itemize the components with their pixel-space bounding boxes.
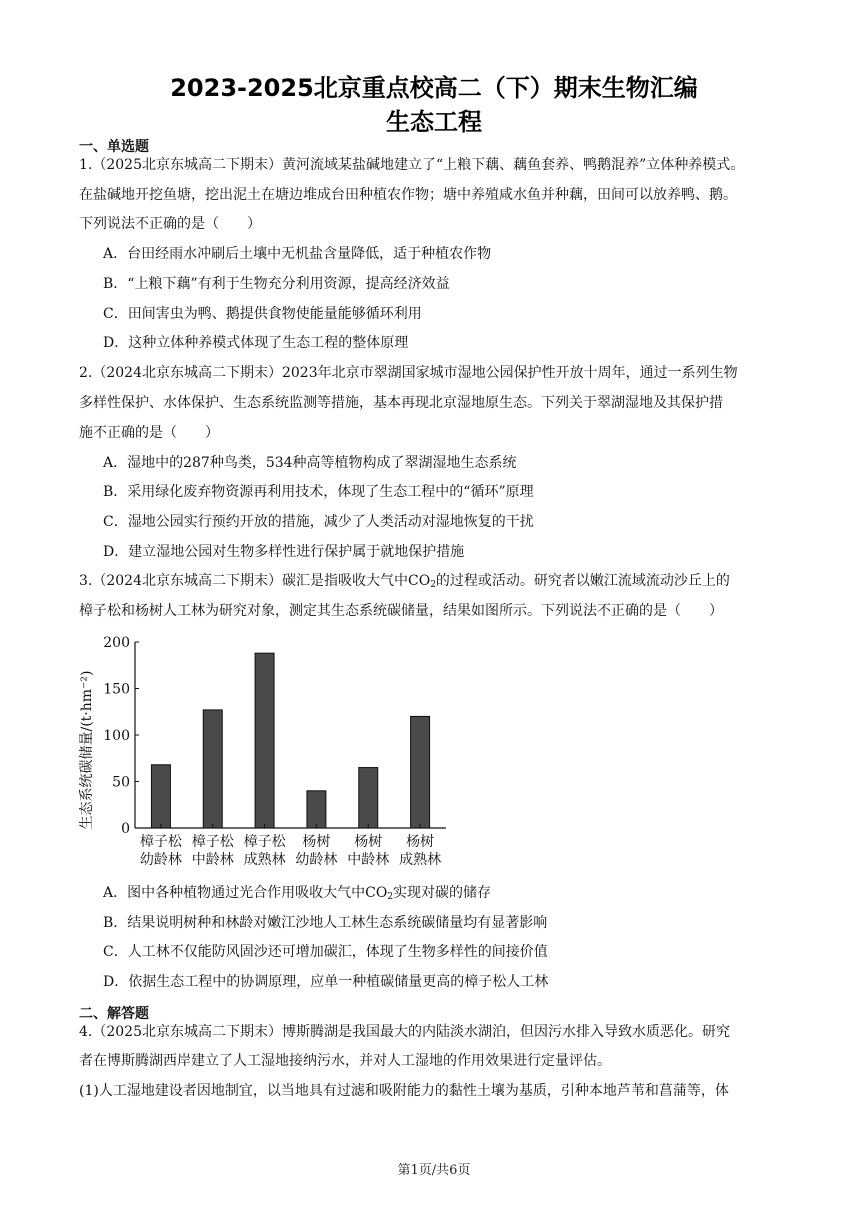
q4-stem-line: 4.（2025北京东城高二下期末）博斯腾湖是我国最大的内陆淡水湖泊，但因污水排入导致水质恶化。研究	[79, 1024, 730, 1040]
q1-stem-text: 的是（ ）	[177, 216, 261, 232]
q1-option-a: A．台田经雨水冲刷后土壤中无机盐含量降低，适于种植农作物	[103, 246, 492, 262]
x-tick-label: 成熟林	[243, 852, 286, 868]
q4-stem-line: (1)人工湿地建设者因地制宜，以当地具有过滤和吸附能力的黏性土壤为基质，引种本地芦苇和菖蒲等，体	[79, 1083, 729, 1099]
q3-option-b: B．结果说明树种和林龄对嫩江沙地人工林生态系统碳储量均有显著影响	[103, 915, 548, 931]
x-tick-label: 樟子松	[243, 834, 286, 850]
q2-stem-line: 2.（2024北京东城高二下期末）2023年北京市翠湖国家城市湿地公园保护性开放十周年，通过一系列生物	[79, 365, 738, 381]
x-tick-label: 中龄林	[191, 852, 234, 868]
q2-option-a: A．湿地中的287种鸟类，534种高等植物构成了翠湖湿地生态系统	[103, 455, 517, 471]
q1-stem-line: 1.（2025北京东城高二下期末）黄河流域某盐碱地建立了“上粮下藕、藕鱼套养、鸭鹅混养”立体种养模式。	[79, 157, 745, 173]
q3-option-d: D．依据生态工程中的协调原理，应单一种植碳储量更高的樟子松人工林	[103, 974, 549, 990]
x-tick-label: 幼龄林	[139, 852, 182, 868]
q3-option-a-text: 实现对碳的储存	[393, 885, 492, 901]
x-tick-label: 杨树	[302, 834, 331, 850]
q3-option-a-text: A．图中各种植物通过光合作用吸收大气中CO	[103, 885, 388, 901]
y-tick-label: 150	[103, 681, 130, 698]
bar	[203, 710, 222, 828]
y-axis-label: 生态系统碳储量/(t·hm⁻²)	[79, 670, 95, 830]
q3-stem-line	[79, 572, 794, 594]
x-tick-label: 成熟林	[399, 852, 442, 868]
bar	[411, 716, 430, 828]
x-tick-label: 幼龄林	[295, 852, 338, 868]
y-tick-label: 0	[121, 821, 130, 837]
document-title: 2023-2025北京重点校高二（下）期末生物汇编	[170, 74, 698, 102]
x-tick-label: 杨树	[406, 834, 435, 850]
q2-option-b: B．采用绿化废弃物资源再利用技术，体现了生态工程中的“循环”原理	[103, 484, 534, 500]
bar	[307, 791, 326, 828]
q1-option-b: B．“上粮下藕”有利于生物充分利用资源，提高经济效益	[103, 276, 450, 292]
x-tick-label: 樟子松	[139, 834, 182, 850]
q3-stem-text: 3.（2024北京东城高二下期末）碳汇是指吸收大气中CO	[79, 573, 431, 589]
q2-option-d: D．建立湿地公园对生物多样性进行保护属于就地保护措施	[103, 544, 465, 560]
section-heading-single-choice: 一、单选题	[79, 139, 149, 155]
q3-option-a	[103, 884, 793, 906]
q1-option-d: D．这种立体种养模式体现了生态工程的整体原理	[103, 335, 409, 351]
carbon-storage-bar-chart	[76, 632, 456, 877]
y-tick-label: 200	[103, 635, 130, 651]
q3-option-c: C．人工林不仅能防风固沙还可增加碳汇，体现了生物多样性的间接价值	[103, 944, 548, 960]
emphasis-char: 确	[163, 216, 177, 232]
subscript: 2	[387, 892, 394, 902]
q3-stem-line: 樟子松和杨树人工林为研究对象，测定其生态系统碳储量，结果如图所示。下列说法不正确的是（ ）	[79, 603, 723, 619]
q1-option-c: C．田间害虫为鸭、鹅提供食物使能量能够循环利用	[103, 306, 422, 322]
emphasis-char: 正	[149, 216, 163, 232]
subscript: 2	[430, 580, 436, 590]
q2-stem-line: 多样性保护、水体保护、生态系统监测等措施，基本再现北京湿地原生态。下列关于翠湖湿地及其保护措	[79, 395, 723, 411]
section-heading-answer: 二、解答题	[79, 1006, 149, 1022]
y-tick-label: 50	[112, 774, 130, 791]
bar	[255, 653, 274, 828]
q1-stem-text: 下列说法	[79, 216, 135, 232]
q3-stem-text: 的过程或活动。研究者以嫩江流域流动沙丘上的	[435, 573, 730, 589]
bar	[359, 768, 378, 828]
x-tick-label: 中龄林	[347, 852, 390, 868]
document-subtitle: 生态工程	[386, 108, 482, 136]
q1-stem-line: 在盐碱地开挖鱼塘，挖出泥土在塘边堆成台田种植农作物；塘中养殖咸水鱼并种藕，田间可以放养鸭、鹅。	[79, 187, 737, 203]
q1-stem-line	[79, 215, 794, 233]
y-tick-label: 100	[103, 728, 130, 744]
q2-option-c: C．湿地公园实行预约开放的措施，减少了人类活动对湿地恢复的干扰	[103, 514, 534, 530]
q2-stem-line: 施不正确的是（ ）	[79, 425, 219, 441]
bar	[151, 765, 170, 828]
x-tick-label: 樟子松	[191, 834, 234, 850]
x-tick-label: 杨树	[354, 834, 383, 850]
page-footer: 第1页/共6页	[397, 1163, 471, 1178]
q4-stem-line: 者在博斯腾湖西岸建立了人工湿地接纳污水，并对人工湿地的作用效果进行定量评估。	[79, 1053, 611, 1069]
emphasis-char: 不	[135, 216, 149, 232]
